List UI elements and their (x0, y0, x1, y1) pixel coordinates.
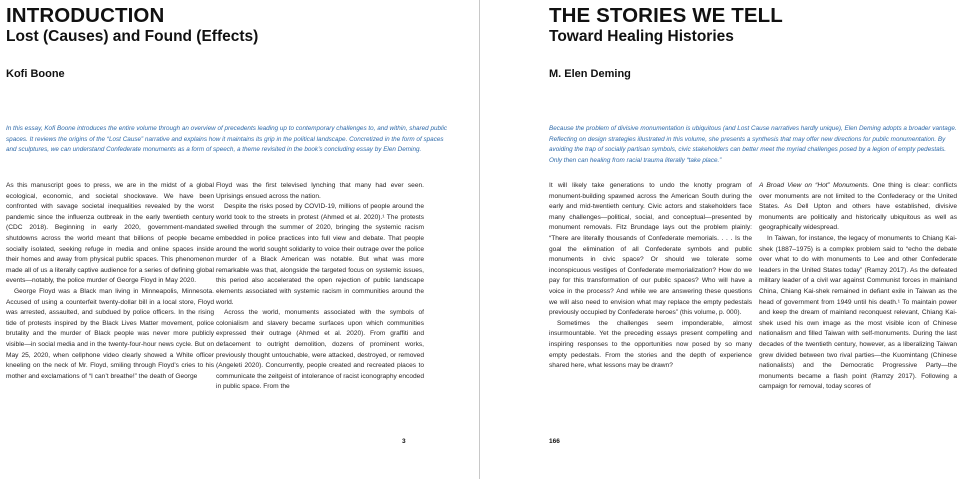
body-paragraph: George Floyd was a Black man living in Minneapolis, Minnesota. Accused of using a counterfeit twenty-dollar bill in a local store, Floyd was arrested, assaulted, and subdued by police officers. In the rising tide of protests inspired by the Black Lives Matter movement, police brutality and the murder of Black people was never more publicly visible—in social media and in the twenty-four-hour news cycle. But on May 25, 2020, when cellphone video clearly showed a White officer kneeling on the neck of Mr. Floyd, smiling through Floyd’s cries to his mother and exclamations of “I can’t breathe!” the death of George (6, 287, 214, 380)
chapter-subtitle: Toward Healing Histories (549, 28, 734, 45)
body-paragraph: It will likely take generations to undo the knotty program of monument-building spawned across the American South during the early and mid-twentieth century. Civic actors and stakeholders face many challenges—political, social, and conceptual—presented by monument removals. Fitz Brundage lays out the problem plainly: “There are literally thousands of Confederate memorials. . . . Is the goal the elimination of all Confederate symbols and public monuments in civic space? Or should we tolerate some inconspicuous vestiges of Confederate memorialization? How do we pay for this transformation of our public spaces? Who will have a voice in the process? And while we are answering these questions we will also need to envision what may replace the empty pedestals previously occupied by Confederate heroes” (this volume, p. 000). (549, 182, 752, 317)
chapter-subtitle: Lost (Causes) and Found (Effects) (6, 28, 259, 45)
chapter-author: M. Elen Deming (549, 68, 631, 80)
body-column-2 (759, 181, 957, 393)
body-paragraph (759, 181, 957, 234)
body-column-1 (549, 181, 752, 372)
chapter-author: Kofi Boone (6, 68, 65, 80)
body-paragraph: Sometimes the challenges seem imponderable, almost insurmountable. Yet the preceding essays present compelling and inspiring responses to the opportunities now posed by so many empty pedestals. From the stories and the depth of experience shared here, what lessons may be drawn? (549, 319, 752, 370)
body-paragraph: In Taiwan, for instance, the legacy of monuments to Chiang Kai-shek (1887–1975) is a complex problem said to “echo the debate over what to do with monuments to Lee and other Confederate leaders in the United States today” (Ramzy 2017). As the defeated military leader of a civil war against Communist forces in mainland China, Chiang Kai-shek remained in defiant exile in Taiwan as the head of government from 1949 until his death.¹ To maintain power and keep the dream of mainland reconquest relevant, Chiang Kai-shek used his own image as the most visible icon of Chinese nationalism and filled Taiwan with self-monuments. During the last decades of the twentieth century, however, as a liberalizing Taiwan grew divided between two rival parties—the Kuomintang (Chinese nationalists) and the Democratic Progressive Party—the monuments became a flash point (Ramzy 2017). Following a campaign for removal, today scores of (759, 234, 957, 391)
body-text: One thing is clear: conflicts over monuments are not limited to the Confederacy or the United States. As Dell Upton and others have established, divisive monuments are politically and historically ubiquitous as well as geographically widespread. (759, 182, 957, 232)
right-page (480, 0, 960, 479)
body-paragraph: Across the world, monuments associated with the symbols of colonialism and slavery became surfaces upon which communities expressed their outrage (Ahmed et al. 2020). From graffiti and defacement to outright demolition, dozens of prominent works, previously thought untouchable, were attacked, destroyed, or removed (Angeleti 2020). Concurrently, people created and recreated places to communicate the zeitgeist of intolerance of racist iconography encoded in public space. From the (216, 309, 424, 391)
abstract-text: Because the problem of divisive monumentation is ubiquitous (and Lost Cause narratives hardly unique), Elen Deming adopts a broader vantage. Reflecting on design strategies illustrated in this volume, she presents a synthesis that may offer new directions for public monumentation. By avoiding the trap of socially partisan symbols, civic stakeholders can better meet the myriad challenges posed by a legion of empty pedestals. Only then can healing from racial trauma literally “take place.” (549, 125, 957, 164)
body-column-1 (6, 181, 214, 382)
body-paragraph: Floyd was the first televised lynching that many had ever seen. Uprisings ensued across the nation. (216, 182, 424, 200)
chapter-abstract (549, 124, 959, 166)
chapter-title: INTRODUCTION (6, 4, 165, 27)
section-run-in-heading: A Broad View on “Hot” Monuments. (759, 182, 870, 189)
page-number: 3 (402, 438, 406, 445)
abstract-text: In this essay, Kofi Boone introduces the entire volume through an overview of precedents leading up to contemporary challenges to, and within, shared public spaces. It reviews the origins of the “Lost Cause” narrative and explains how it maintains its grip in the political landscape. Concretized in the form of spaces and sculptures, we can understand Confederate monuments as a form of speech, a theme revisited in the book’s concluding essay by Elen Deming. (6, 125, 448, 153)
body-column-2 (216, 181, 424, 393)
chapter-abstract (6, 124, 448, 156)
chapter-title: THE STORIES WE TELL (549, 4, 783, 27)
body-paragraph: As this manuscript goes to press, we are in the midst of a global ecological, economic, and societal shockwave. We have been confronted with savage societal inequalities revealed by the worst pandemic since the influenza outbreak in the early twentieth century (CDC 2018). Beginning in early 2020, government-mandated shutdowns across the world meant that billions of people became socially isolated, seeking refuge in media and online spaces inside their homes and away from physical public spaces. This phenomenon made all of us a literally captive audience for a series of defining global events—notably, the police murder of George Floyd in May 2020. (6, 182, 214, 285)
page-number: 166 (549, 438, 560, 445)
body-paragraph: Despite the risks posed by COVID-19, millions of people around the world took to the streets in protest (Ahmed et al. 2020).¹ The protests swelled through the summer of 2020, bringing the systemic racism embedded in police practices into full view and debate. That people around the world sought solidarity to voice their outrage over the police murder of a Black American was notable. But what was more remarkable was that, alongside the targeted focus on systemic issues, this period also accelerated the open rejection of public landscape elements associated with systemic racism in communities around the world. (216, 203, 424, 306)
